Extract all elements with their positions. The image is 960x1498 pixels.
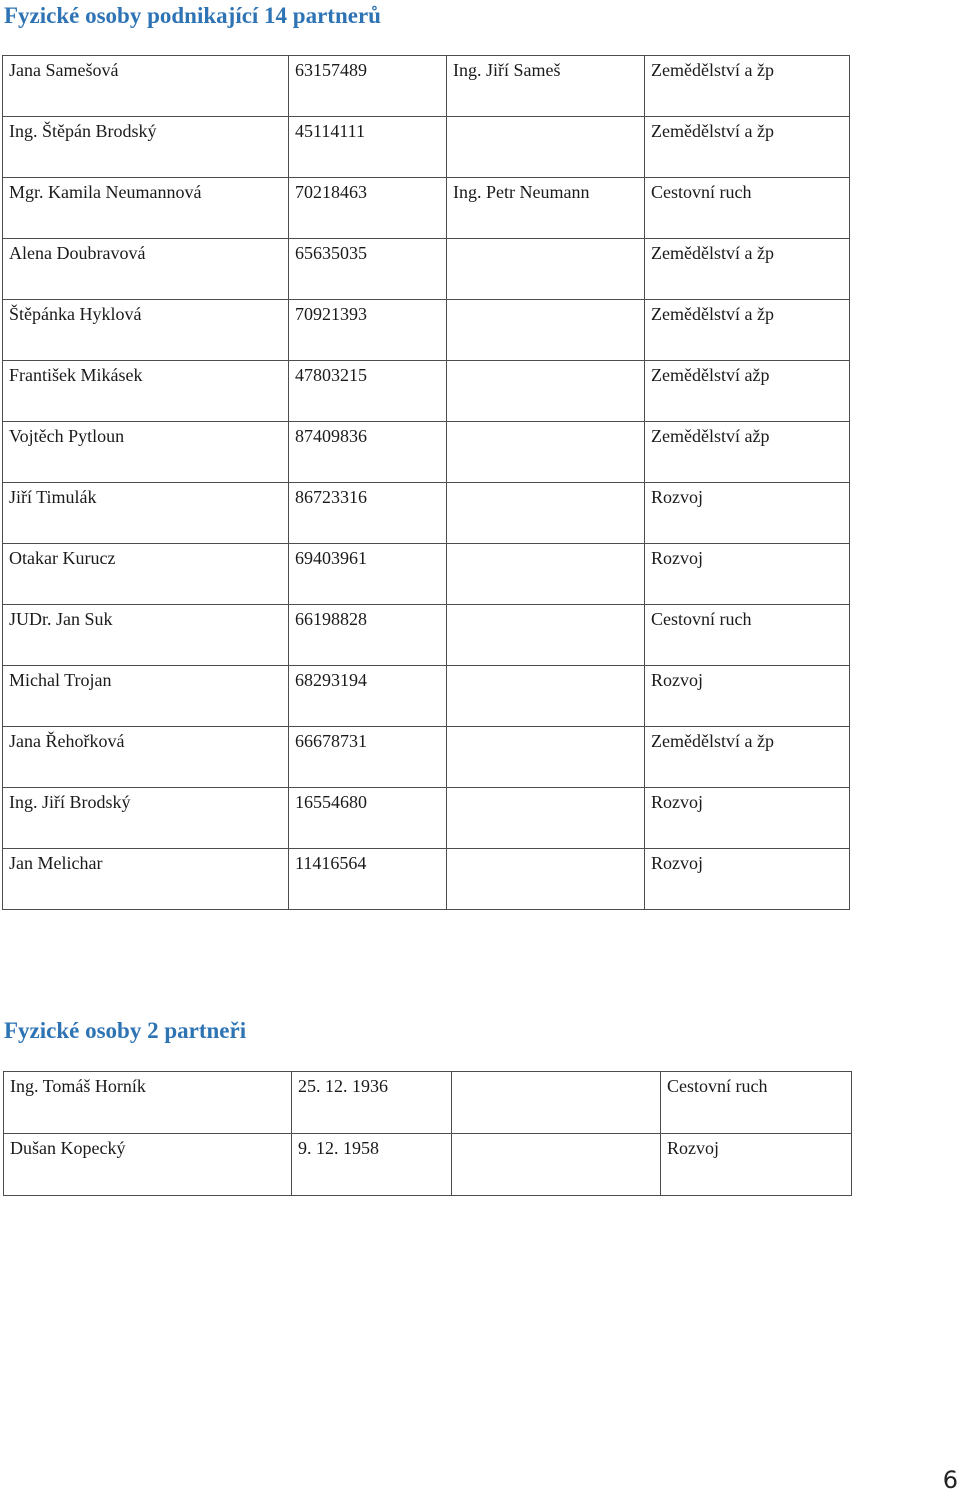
table-row xyxy=(3,422,850,483)
partner-id: 65635035 xyxy=(289,239,447,300)
partner-contact xyxy=(447,788,645,849)
partner-field: Rozvoj xyxy=(661,1134,852,1196)
partner-field: Rozvoj xyxy=(645,544,850,605)
partner-id: 68293194 xyxy=(289,666,447,727)
table-row xyxy=(3,788,850,849)
partner-contact xyxy=(447,605,645,666)
partner-contact xyxy=(447,117,645,178)
table-row xyxy=(3,178,850,239)
partner-name: Ing. Tomáš Horník xyxy=(4,1072,292,1134)
partner-name: Alena Doubravová xyxy=(3,239,289,300)
partner-name: JUDr. Jan Suk xyxy=(3,605,289,666)
individuals-table xyxy=(3,1071,852,1196)
partner-field: Zemědělství a žp xyxy=(645,117,850,178)
partner-contact xyxy=(447,666,645,727)
partner-id: 70218463 xyxy=(289,178,447,239)
partner-name: Vojtěch Pytloun xyxy=(3,422,289,483)
table-row xyxy=(3,605,850,666)
partner-name: Otakar Kurucz xyxy=(3,544,289,605)
table-row xyxy=(3,666,850,727)
partner-name: Ing. Jiří Brodský xyxy=(3,788,289,849)
partner-id: 63157489 xyxy=(289,56,447,117)
partner-contact xyxy=(447,422,645,483)
partner-id: 87409836 xyxy=(289,422,447,483)
partner-field: Zemědělství a žp xyxy=(645,56,850,117)
table-row xyxy=(4,1072,852,1134)
partner-name: Dušan Kopecký xyxy=(4,1134,292,1196)
table-row xyxy=(3,361,850,422)
partner-contact xyxy=(452,1134,661,1196)
section-title-entrepreneurs: Fyzické osoby podnikající 14 partnerů xyxy=(4,3,381,28)
partner-field: Cestovní ruch xyxy=(645,605,850,666)
partner-contact xyxy=(452,1072,661,1134)
partner-name: Michal Trojan xyxy=(3,666,289,727)
partner-contact: Ing. Petr Neumann xyxy=(447,178,645,239)
partner-id: 69403961 xyxy=(289,544,447,605)
partner-date: 25. 12. 1936 xyxy=(292,1072,452,1134)
partner-field: Rozvoj xyxy=(645,788,850,849)
partner-contact xyxy=(447,544,645,605)
table-row xyxy=(3,300,850,361)
partner-name: Mgr. Kamila Neumannová xyxy=(3,178,289,239)
table-row xyxy=(4,1134,852,1196)
partner-contact xyxy=(447,300,645,361)
entrepreneurs-table xyxy=(2,55,850,910)
partner-name: Ing. Štěpán Brodský xyxy=(3,117,289,178)
partner-id: 11416564 xyxy=(289,849,447,910)
partner-name: Štěpánka Hyklová xyxy=(3,300,289,361)
partner-contact xyxy=(447,239,645,300)
partner-date: 9. 12. 1958 xyxy=(292,1134,452,1196)
partner-name: Jana Řehořková xyxy=(3,727,289,788)
partner-name: Jana Samešová xyxy=(3,56,289,117)
partner-contact xyxy=(447,849,645,910)
partner-id: 66198828 xyxy=(289,605,447,666)
partner-field: Cestovní ruch xyxy=(661,1072,852,1134)
table-row xyxy=(3,849,850,910)
table-row xyxy=(3,544,850,605)
partner-contact xyxy=(447,361,645,422)
table-row xyxy=(3,483,850,544)
partner-name: Jan Melichar xyxy=(3,849,289,910)
table-row xyxy=(3,117,850,178)
partner-id: 16554680 xyxy=(289,788,447,849)
partner-name: František Mikásek xyxy=(3,361,289,422)
partner-field: Rozvoj xyxy=(645,483,850,544)
partner-contact xyxy=(447,483,645,544)
section-title-individuals: Fyzické osoby 2 partneři xyxy=(4,1018,247,1043)
partner-name: Jiří Timulák xyxy=(3,483,289,544)
partner-field: Zemědělství ažp xyxy=(645,361,850,422)
partner-id: 66678731 xyxy=(289,727,447,788)
partner-id: 47803215 xyxy=(289,361,447,422)
partner-field: Rozvoj xyxy=(645,666,850,727)
table-row xyxy=(3,727,850,788)
table-row xyxy=(3,239,850,300)
partner-id: 86723316 xyxy=(289,483,447,544)
partner-field: Zemědělství ažp xyxy=(645,422,850,483)
partner-contact: Ing. Jiří Sameš xyxy=(447,56,645,117)
partner-id: 45114111 xyxy=(289,117,447,178)
partner-field: Zemědělství a žp xyxy=(645,727,850,788)
partner-id: 70921393 xyxy=(289,300,447,361)
partner-field: Cestovní ruch xyxy=(645,178,850,239)
page-number: 6 xyxy=(942,1466,958,1494)
table-row xyxy=(3,56,850,117)
partner-field: Rozvoj xyxy=(645,849,850,910)
partner-field: Zemědělství a žp xyxy=(645,239,850,300)
partner-contact xyxy=(447,727,645,788)
partner-field: Zemědělství a žp xyxy=(645,300,850,361)
